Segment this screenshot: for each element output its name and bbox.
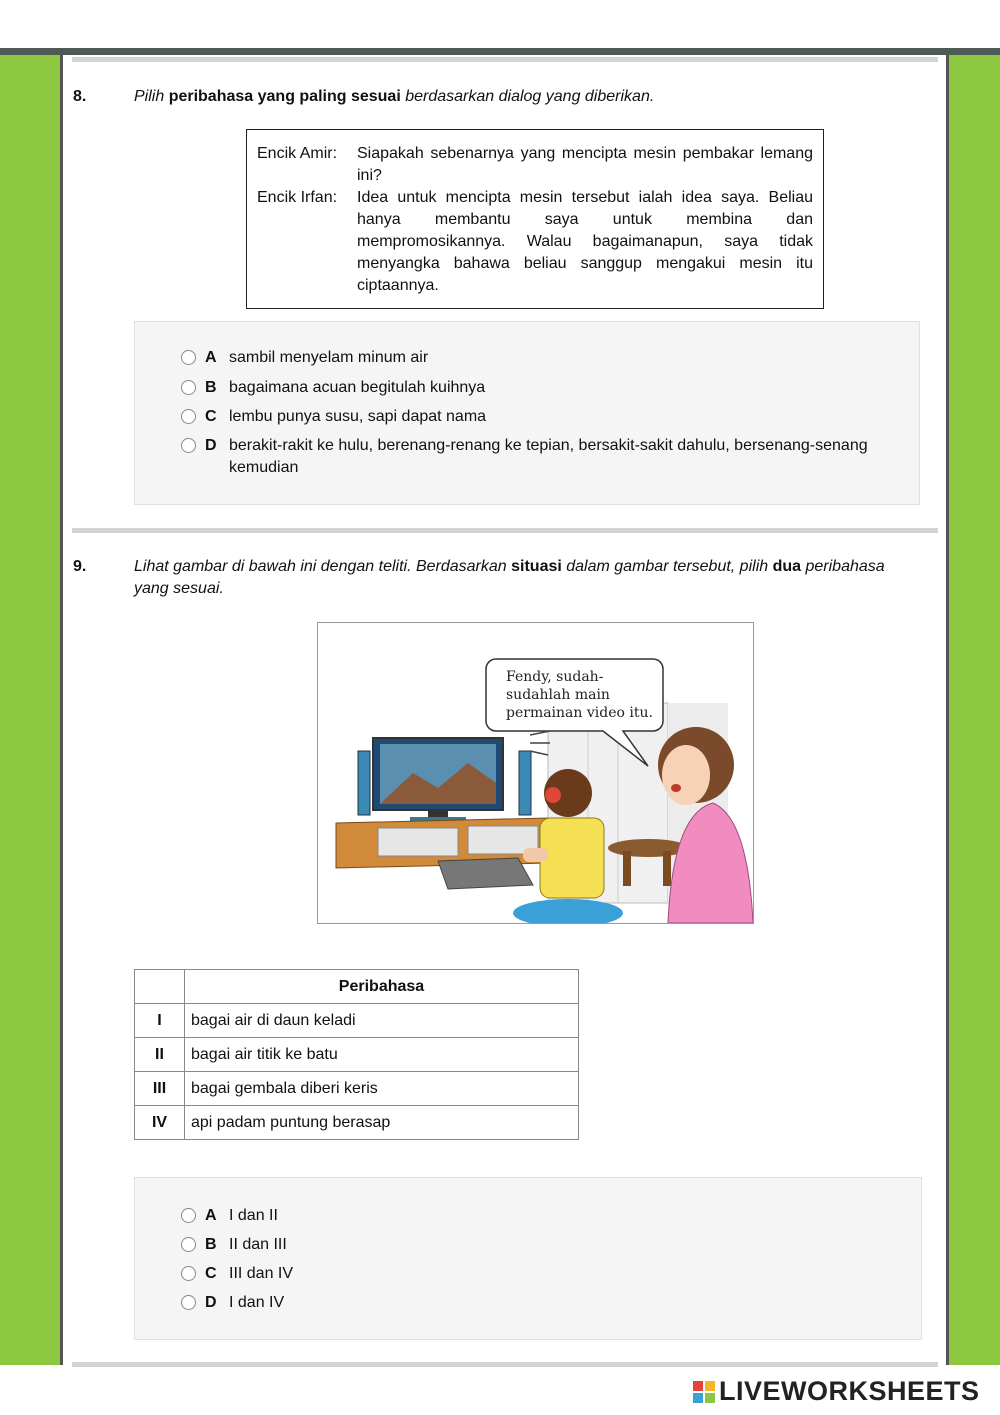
option-text: II dan III xyxy=(229,1236,287,1253)
option-8a[interactable] xyxy=(181,347,889,369)
separator-top xyxy=(72,57,938,62)
option-letter: A xyxy=(205,1207,217,1224)
option-letter: A xyxy=(205,349,217,366)
left-green-border xyxy=(0,55,62,1365)
liveworksheets-logo xyxy=(693,1376,980,1407)
dialog-text: Idea untuk mencipta mesin tersebut ialah idea saya. Beliau hanya membantu saya untuk membina dan mempromosikannya. Walau bagaimanapun, saya tidak menyangka bahawa beliau sanggup mengakui mesin itu ciptaannya. xyxy=(357,189,813,294)
radio-button[interactable] xyxy=(181,380,196,395)
option-letter: C xyxy=(205,408,217,425)
dialog-box xyxy=(246,129,824,309)
option-9a[interactable] xyxy=(181,1205,889,1227)
option-letter: D xyxy=(205,437,217,454)
radio-button[interactable] xyxy=(181,1237,196,1252)
left-border-line xyxy=(60,55,63,1365)
option-text: bagaimana acuan begitulah kuihnya xyxy=(229,379,486,396)
row-text: bagai gembala diberi keris xyxy=(185,1072,579,1106)
radio-button[interactable] xyxy=(181,1208,196,1223)
row-number: III xyxy=(135,1072,185,1106)
option-9d[interactable] xyxy=(181,1292,889,1314)
table-row xyxy=(135,1038,579,1072)
table-row xyxy=(135,1106,579,1140)
separator-bottom xyxy=(72,1362,938,1367)
option-8b[interactable] xyxy=(181,377,889,399)
option-9c[interactable] xyxy=(181,1263,889,1285)
radio-button[interactable] xyxy=(181,409,196,424)
table-header: Peribahasa xyxy=(185,970,579,1004)
question-9-prompt: Lihat gambar di bawah ini dengan teliti. Berdasarkan situasi dalam gambar tersebut, pilih dua peribahasa yang sesuai. xyxy=(134,558,885,597)
table-header-row xyxy=(135,970,579,1004)
radio-button[interactable] xyxy=(181,1266,196,1281)
dialog-speaker: Encik Irfan: xyxy=(257,189,338,206)
table-row xyxy=(135,1004,579,1038)
option-letter: D xyxy=(205,1294,217,1311)
row-number: I xyxy=(135,1004,185,1038)
question-8-prompt: Pilih peribahasa yang paling sesuai berdasarkan dialog yang diberikan. xyxy=(134,88,655,105)
option-letter: B xyxy=(205,1236,217,1253)
row-text: api padam puntung berasap xyxy=(185,1106,579,1140)
row-number: II xyxy=(135,1038,185,1072)
option-8d[interactable] xyxy=(181,435,889,479)
dialog-speaker: Encik Amir: xyxy=(257,145,338,162)
radio-button[interactable] xyxy=(181,1295,196,1310)
logo-grid-icon xyxy=(693,1381,715,1403)
right-green-border xyxy=(948,55,1000,1365)
peribahasa-table xyxy=(134,969,579,1140)
speech-bubble-text: Fendy, sudah-sudahlah main permainan video itu. xyxy=(506,669,653,721)
question-8-number: 8. xyxy=(73,88,87,105)
question-8-options xyxy=(134,321,920,505)
radio-button[interactable] xyxy=(181,350,196,365)
question-9-number: 9. xyxy=(73,558,87,575)
option-text: lembu punya susu, sapi dapat nama xyxy=(229,408,487,425)
option-8c[interactable] xyxy=(181,406,889,428)
top-bar xyxy=(0,48,1000,55)
row-number: IV xyxy=(135,1106,185,1140)
question-9-options xyxy=(134,1177,922,1340)
dialog-text: Siapakah sebenarnya yang mencipta mesin pembakar lemang ini? xyxy=(357,145,813,184)
dialog-line-irfan xyxy=(257,187,813,297)
option-text: III dan IV xyxy=(229,1265,294,1282)
brand-name: LIVEWORKSHEETS xyxy=(719,1376,980,1406)
row-text: bagai air di daun keladi xyxy=(185,1004,579,1038)
option-text: I dan IV xyxy=(229,1294,285,1311)
illustration-video-game xyxy=(317,622,754,924)
separator-middle xyxy=(72,528,938,533)
table-header-blank xyxy=(135,970,185,1004)
dialog-line-amir xyxy=(257,143,813,187)
right-border-line xyxy=(946,55,949,1365)
row-text: bagai air titik ke batu xyxy=(185,1038,579,1072)
option-text: sambil menyelam minum air xyxy=(229,349,429,366)
radio-button[interactable] xyxy=(181,438,196,453)
option-letter: B xyxy=(205,379,217,396)
option-text: I dan II xyxy=(229,1207,278,1224)
option-9b[interactable] xyxy=(181,1234,889,1256)
option-text: berakit-rakit ke hulu, berenang-renang ke tepian, bersakit-sakit dahulu, bersenang-senang kemudian xyxy=(229,437,868,476)
option-letter: C xyxy=(205,1265,217,1282)
table-row xyxy=(135,1072,579,1106)
